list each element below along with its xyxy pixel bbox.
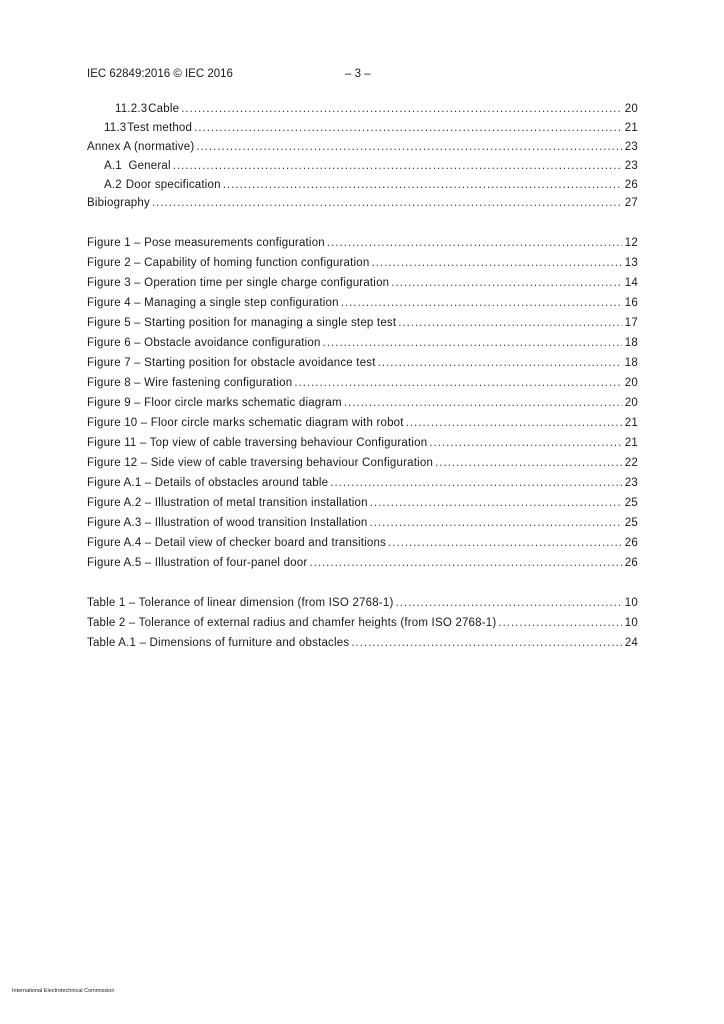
table-entry[interactable] <box>87 637 638 653</box>
dot-leader <box>152 197 622 209</box>
figure-entry-page: 26 <box>624 557 638 569</box>
figure-entry-page: 20 <box>624 377 638 389</box>
figure-entry-title: Figure 10 – Floor circle marks schematic diagram with robot <box>87 417 404 429</box>
figure-entry-title: Figure 2 – Capability of homing function configuration <box>87 257 370 269</box>
dot-leader <box>327 237 622 249</box>
figure-entry-title: Figure A.5 – Illustration of four-panel door <box>87 557 308 569</box>
dot-leader <box>351 637 622 649</box>
table-entry[interactable] <box>87 617 638 633</box>
dot-leader <box>194 122 622 134</box>
figure-entry-page: 12 <box>624 237 638 249</box>
figure-entry-page: 26 <box>624 537 638 549</box>
toc-entry-page: 26 <box>624 179 638 191</box>
toc-entry-title: Test method <box>127 122 193 134</box>
toc-entry[interactable] <box>87 197 638 213</box>
toc-entry[interactable] <box>87 122 638 138</box>
figure-entry-title: Figure A.3 – Illustration of wood transition Installation <box>87 517 368 529</box>
table-entry-title: Table 2 – Tolerance of external radius and chamfer heights (from ISO 2768-1) <box>87 617 497 629</box>
figure-entry-page: 18 <box>624 357 638 369</box>
table-entry-page: 10 <box>624 617 638 629</box>
figure-entry[interactable] <box>87 317 638 333</box>
dot-leader <box>309 557 622 569</box>
dot-leader <box>396 597 622 609</box>
toc-entry-page: 27 <box>624 197 638 209</box>
dot-leader <box>173 160 622 172</box>
figure-entry[interactable] <box>87 237 638 253</box>
figure-entry-page: 25 <box>624 497 638 509</box>
figure-entry-page: 14 <box>624 277 638 289</box>
figure-entry[interactable] <box>87 297 638 313</box>
table-entry-page: 10 <box>624 597 638 609</box>
figure-entry-title: Figure A.2 – Illustration of metal transition installation <box>87 497 368 509</box>
figure-entry-page: 21 <box>624 437 638 449</box>
dot-leader <box>378 357 622 369</box>
figure-entry-page: 16 <box>624 297 638 309</box>
figure-entry[interactable] <box>87 497 638 513</box>
dot-leader <box>344 397 622 409</box>
figure-entry[interactable] <box>87 417 638 433</box>
figure-entry-title: Figure 1 – Pose measurements configuration <box>87 237 325 249</box>
toc-entry-number: 11.3 <box>104 122 127 134</box>
toc-entry-title: Door specification <box>125 179 221 191</box>
table-entry[interactable] <box>87 597 638 613</box>
toc-entry-page: 23 <box>624 141 638 153</box>
figure-entry[interactable] <box>87 337 638 353</box>
dot-leader <box>388 537 622 549</box>
toc-entry-page: 20 <box>624 103 638 115</box>
toc-entry-page: 21 <box>624 122 638 134</box>
figure-entry-page: 18 <box>624 337 638 349</box>
figure-entry[interactable] <box>87 457 638 473</box>
figure-entry-title: Figure 8 – Wire fastening configuration <box>87 377 293 389</box>
dot-leader <box>370 497 622 509</box>
figure-entry[interactable] <box>87 517 638 533</box>
toc-entry[interactable] <box>87 179 638 195</box>
figure-entry[interactable] <box>87 557 638 573</box>
toc-entry-title: Cable <box>148 103 180 115</box>
toc-entry-number: 11.2.3 <box>115 103 148 115</box>
figure-entry-page: 17 <box>624 317 638 329</box>
figure-entry-title: Figure 6 – Obstacle avoidance configuration <box>87 337 321 349</box>
figure-entry[interactable] <box>87 377 638 393</box>
dot-leader <box>330 477 622 489</box>
figure-entry[interactable] <box>87 277 638 293</box>
dot-leader <box>429 437 622 449</box>
dot-leader <box>391 277 622 289</box>
dot-leader <box>406 417 622 429</box>
dot-leader <box>181 103 622 115</box>
toc-entry-title: Bibiography <box>87 197 150 209</box>
toc-entry[interactable] <box>87 103 638 119</box>
dot-leader <box>372 257 623 269</box>
figure-entry-page: 20 <box>624 397 638 409</box>
dot-leader <box>398 317 622 329</box>
figure-entry-title: Figure A.1 – Details of obstacles around table <box>87 477 329 489</box>
figure-entry-title: Figure 9 – Floor circle marks schematic diagram <box>87 397 342 409</box>
figure-entry[interactable] <box>87 257 638 273</box>
toc-entry-title: General <box>128 160 171 172</box>
figure-entry-page: 23 <box>624 477 638 489</box>
document-id: IEC 62849:2016 © IEC 2016 <box>87 68 233 80</box>
footer-publisher: International Electrotechnical Commission <box>12 988 115 994</box>
figure-entry-page: 21 <box>624 417 638 429</box>
table-entry-title: Table 1 – Tolerance of linear dimension (from ISO 2768-1) <box>87 597 394 609</box>
figure-entry-page: 13 <box>624 257 638 269</box>
table-entry-page: 24 <box>624 637 638 649</box>
figure-entry-title: Figure A.4 – Detail view of checker board and transitions <box>87 537 387 549</box>
toc-entry-page: 23 <box>624 160 638 172</box>
toc-entry-number: A.1 <box>104 160 122 172</box>
dot-leader <box>294 377 622 389</box>
dot-leader <box>196 141 622 153</box>
toc-entry-title: Annex A (normative) <box>87 141 195 153</box>
page-number: – 3 – <box>345 68 371 80</box>
figure-entry-page: 22 <box>624 457 638 469</box>
figure-entry-title: Figure 4 – Managing a single step configuration <box>87 297 339 309</box>
figure-entry[interactable] <box>87 537 638 553</box>
figure-entry[interactable] <box>87 477 638 493</box>
dot-leader <box>341 297 622 309</box>
figure-entry[interactable] <box>87 397 638 413</box>
figure-entry[interactable] <box>87 437 638 453</box>
dot-leader <box>435 457 622 469</box>
figure-entry-title: Figure 5 – Starting position for managing a single step test <box>87 317 397 329</box>
toc-entry[interactable] <box>87 160 638 176</box>
toc-entry[interactable] <box>87 141 638 157</box>
figure-entry-title: Figure 7 – Starting position for obstacle avoidance test <box>87 357 376 369</box>
dot-leader <box>323 337 622 349</box>
dot-leader <box>223 179 622 191</box>
figure-entry-page: 25 <box>624 517 638 529</box>
figure-entry-title: Figure 3 – Operation time per single charge configuration <box>87 277 390 289</box>
figure-entry[interactable] <box>87 357 638 373</box>
dot-leader <box>370 517 622 529</box>
figure-entry-title: Figure 12 – Side view of cable traversing behaviour Configuration <box>87 457 434 469</box>
figure-entry-title: Figure 11 – Top view of cable traversing behaviour Configuration <box>87 437 428 449</box>
table-entry-title: Table A.1 – Dimensions of furniture and obstacles <box>87 637 350 649</box>
dot-leader <box>498 617 622 629</box>
toc-entry-number: A.2 <box>104 179 122 191</box>
